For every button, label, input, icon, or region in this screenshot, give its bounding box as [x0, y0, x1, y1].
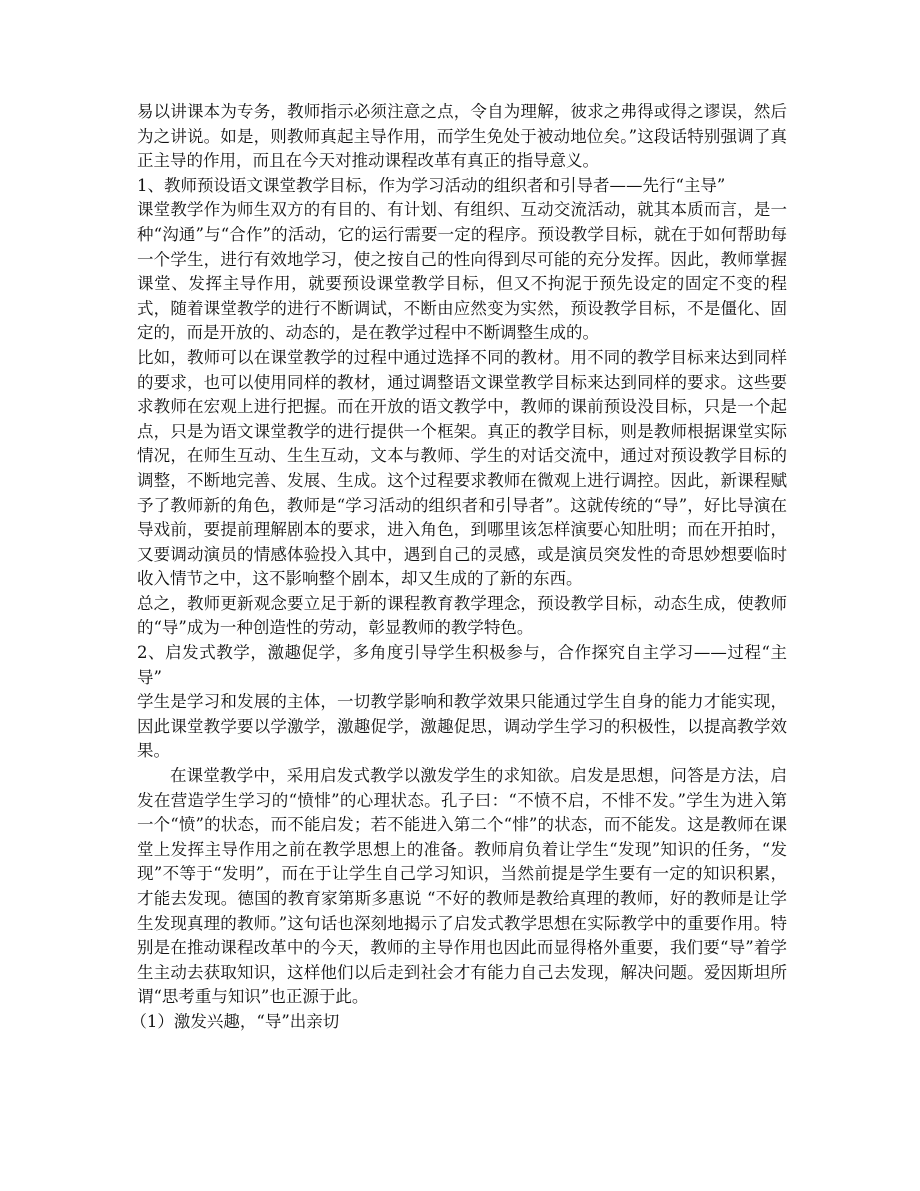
- body-paragraph-indented: 在课堂教学中，采用启发式教学以激发学生的求知欲。启发是思想，问答是方法，启发在营造学生学习的“愤悱”的心理状态。孔子曰：“不愤不启，不悱不发。”学生为进入第一个“愤”的状态，而不能启发；若不能进入第二个“悱”的状态，而不能发。这是教师在课堂上发挥主导作用之前在教学思想上的准备。教师肩负着让学生“发现”知识的任务，“发现”不等于“发明”，而在于让学生自己学习知识，当然前提是学生要有一定的知识积累，才能去发现。德国的教育家第斯多惠说 “不好的教师是教给真理的教师，好的教师是让学生发现真理的教师。”这句话也深刻地揭示了启发式教学思想在实际教学中的重要作用。特别是在推动课程改革中的今天，教师的主导作用也因此而显得格外重要，我们要“导”着学生主动去获取知识，这样他们以后走到社会才有能力自己去发现，解决问题。爱因斯坦所谓“思考重与知识”也正源于此。: [137, 766, 787, 1007]
- body-paragraph: 总之，教师更新观念要立足于新的课程教育教学理念，预设教学目标，动态生成，使教师的“导”成为一种创造性的劳动，彰显教师的教学特色。: [137, 593, 787, 638]
- section-heading-2: 2、启发式教学，激趣促学，多角度引导学生积极参与，合作探究自主学习——过程“主导”: [137, 643, 787, 687]
- document-page: [130, 100, 787, 1035]
- subsection-heading: （1）激发兴趣，“导”出亲切: [130, 1011, 340, 1031]
- body-paragraph: 学生是学习和发展的主体，一切教学影响和教学效果只能通过学生自身的能力才能实现，因此课堂教学要以学激学，激趣促学，激趣促思，调动学生学习的积极性，以提高教学效果。: [137, 692, 787, 761]
- section-heading-1: 1、教师预设语文课堂教学目标，作为学习活动的组织者和引导者——先行“主导”: [137, 175, 726, 195]
- body-paragraph: 比如，教师可以在课堂教学的过程中通过选择不同的教材。用不同的教学目标来达到同样的要求，也可以使用同样的教材，通过调整语文课堂教学目标来达到同样的要求。这些要求教师在宏观上进行把握。而在开放的语文教学中，教师的课前预设没目标，只是一个起点，只是为语文课堂教学的进行提供一个框架。真正的教学目标，则是教师根据课堂实际情况，在师生互动、生生互动，文本与教师、学生的对话交流中，通过对预设教学目标的调整，不断地完善、发展、生成。这个过程要求教师在微观上进行调控。因此，新课程赋予了教师新的角色，教师是“学习活动的组织者和引导者”。这就传统的“导”，好比导演在导戏前，要提前理解剧本的要求，进入角色，到哪里该怎样演要心知肚明；而在开拍时，又要调动演员的情感体验投入其中，遇到自己的灵感，或是演员突发性的奇思妙想要临时收入情节之中，这不影响整个剧本，却又生成的了新的东西。: [137, 347, 787, 589]
- body-paragraph: 易以讲课本为专务，教师指示必须注意之点，令自为理解，彼求之弗得或得之谬误，然后为之讲说。如是，则教师真起主导作用，而学生免处于被动地位矣。”这段话特别强调了真正主导的作用，而且在今天对推动课程改革有真正的指导意义。: [137, 102, 787, 171]
- body-paragraph: 课堂教学作为师生双方的有目的、有计划、有组织、互动交流活动，就其本质而言，是一种“沟通”与“合作”的活动，它的运行需要一定的程序。预设教学目标，就在于如何帮助每一个学生，进行有效地学习，使之按自己的性向得到尽可能的充分发挥。因此，教师掌握课堂、发挥主导作用，就要预设课堂教学目标，但又不拘泥于预先设定的固定不变的程式，随着课堂教学的进行不断调试，不断由应然变为实然，预设教学目标，不是僵化、固定的，而是开放的、动态的，是在教学过程中不断调整生成的。: [137, 200, 787, 343]
